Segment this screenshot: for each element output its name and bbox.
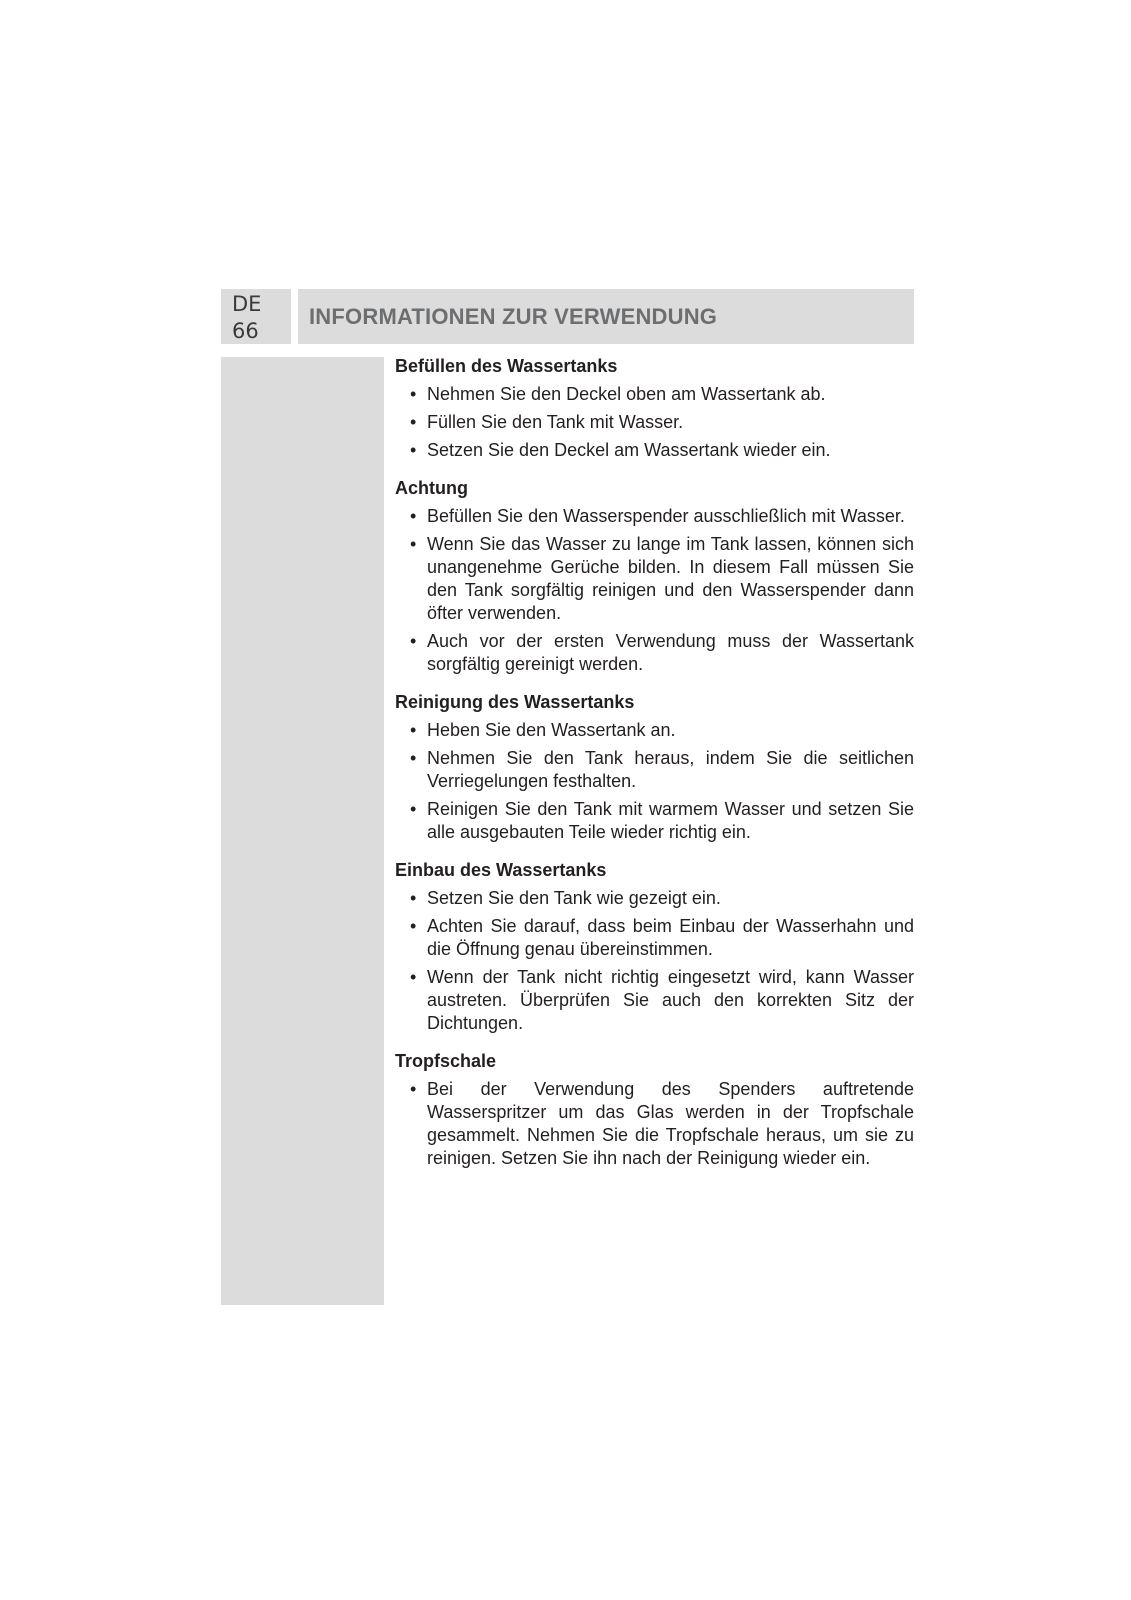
language-code: DE <box>232 292 262 316</box>
list-item: • Bei der Verwendung des Spenders auftretende Wasserspritzer um das Glas werden in der Tropfschale gesammelt. Nehmen Sie die Tropfschale heraus, um sie zu reinigen. Setzen Sie ihn nach der Reinigung wieder ein. <box>395 1078 914 1170</box>
section-tropfschale <box>395 1050 914 1170</box>
section-einbau <box>395 859 914 1035</box>
list-item: • Reinigen Sie den Tank mit warmem Wasser und setzen Sie alle ausgebauten Teile wieder richtig ein. <box>395 798 914 844</box>
list-item: • Setzen Sie den Tank wie gezeigt ein. <box>395 887 914 910</box>
list-item: • Füllen Sie den Tank mit Wasser. <box>395 411 914 434</box>
list-item: • Auch vor der ersten Verwendung muss der Wassertank sorgfältig gereinigt werden. <box>395 630 914 676</box>
section-header-bar <box>298 289 914 344</box>
bullet-list <box>395 383 914 462</box>
list-item: • Befüllen Sie den Wasserspender ausschließlich mit Wasser. <box>395 505 914 528</box>
list-item: • Nehmen Sie den Tank heraus, indem Sie die seitlichen Verriegelungen festhalten. <box>395 747 914 793</box>
section-heading: Einbau des Wassertanks <box>395 860 607 880</box>
page-number: 66 <box>232 319 259 343</box>
list-item: • Setzen Sie den Deckel am Wassertank wieder ein. <box>395 439 914 462</box>
section-reinigung <box>395 691 914 844</box>
bullet-list <box>395 887 914 1035</box>
bullet-list <box>395 505 914 676</box>
side-margin-bar <box>221 357 384 1305</box>
list-item: • Heben Sie den Wassertank an. <box>395 719 914 742</box>
list-item: • Nehmen Sie den Deckel oben am Wassertank ab. <box>395 383 914 406</box>
content-column <box>395 355 914 1185</box>
list-item: • Achten Sie darauf, dass beim Einbau der Wasserhahn und die Öffnung genau übereinstimmen. <box>395 915 914 961</box>
section-heading: Tropfschale <box>395 1051 497 1071</box>
section-achtung <box>395 477 914 676</box>
section-befuellen <box>395 355 914 462</box>
bullet-list <box>395 719 914 844</box>
section-heading: Achtung <box>395 478 468 498</box>
language-page-box <box>221 289 291 344</box>
list-item: • Wenn der Tank nicht richtig eingesetzt wird, kann Wasser austreten. Überprüfen Sie auch den korrekten Sitz der Dichtungen. <box>395 966 914 1035</box>
page-title: INFORMATIONEN ZUR VERWENDUNG <box>309 304 718 329</box>
section-heading: Reinigung des Wassertanks <box>395 692 635 712</box>
bullet-list <box>395 1078 914 1170</box>
section-heading: Befüllen des Wassertanks <box>395 356 618 376</box>
list-item: • Wenn Sie das Wasser zu lange im Tank lassen, können sich unangenehme Gerüche bilden. In diesem Fall müssen Sie den Tank sorgfältig reinigen und den Wasserspender dann öfter verwenden. <box>395 533 914 625</box>
